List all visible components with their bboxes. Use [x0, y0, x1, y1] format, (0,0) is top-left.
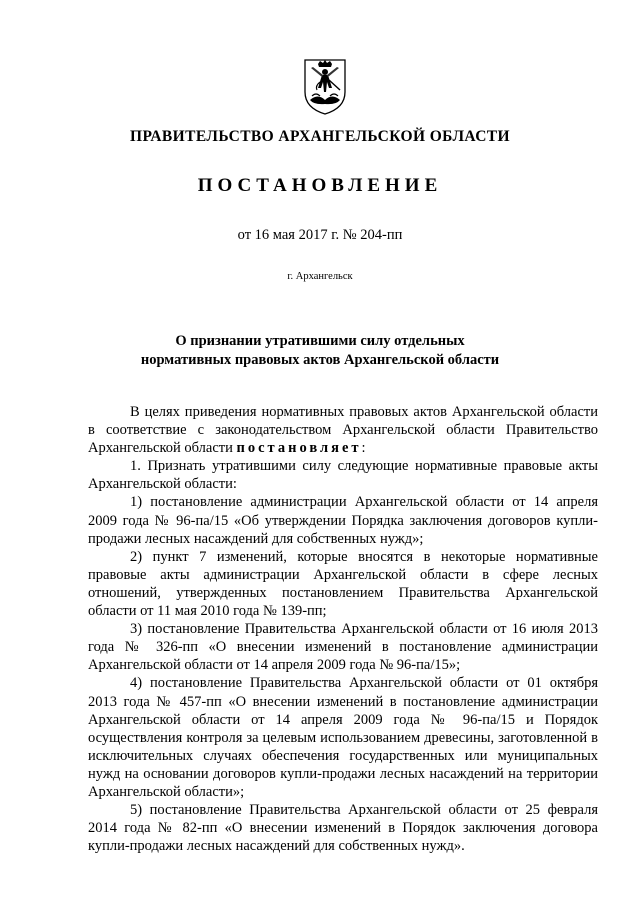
intro-text: В целях приведения нормативных правовых актов Архангельской области в соответствие с законодательством Архангельской области Правительство Архангельской области	[88, 404, 598, 457]
intro-paragraph	[88, 403, 598, 457]
intro-end: :	[361, 440, 366, 457]
organization-name: ПРАВИТЕЛЬСТВО АРХАНГЕЛЬСКОЙ ОБЛАСТИ	[129, 128, 510, 145]
paragraph-1: 1. Признать утратившими силу следующие нормативные правовые акты Архангельской области:	[88, 458, 598, 493]
document-body	[88, 403, 598, 855]
list-item: 3) постановление Правительства Архангельской области от 16 июля 2013 года № 326-пп «О внесении изменений в постановление администрации Архангельской области от 14 апреля 2009 года № 96-па/15»;	[88, 621, 598, 674]
list-item: 5) постановление Правительства Архангельской области от 25 февраля 2014 года № 82-пп «О внесении изменений в Порядок заключения договора купли-продажи лесных насаждений для собственных нужд».	[88, 802, 598, 855]
list-item: 4) постановление Правительства Архангельской области от 01 октября 2013 года № 457-пп «О внесении изменений в постановление администрации Архангельской области от 14 апреля 2009 года № 96-па/15 и Порядок осуществления контроля за целевым использованием древесины, заготовленной в исключительных случаях обеспечения государственных или муниципальных нужд на основании договоров купли-продажи лесных насаждений на территории Архангельской области»;	[88, 675, 598, 800]
document-city: г. Архангельск	[287, 271, 353, 282]
title-line-1: О признании утратившими силу отдельных	[175, 333, 465, 349]
list-item: 2) пункт 7 изменений, которые вносятся в некоторые нормативные правовые акты администрации Архангельской области в сфере лесных отношений, утвержденных постановлением Правительства Архангельской области от 11 мая 2010 года № 139-пп;	[88, 548, 598, 620]
document-type: ПОСТАНОВЛЕНИЕ	[197, 175, 443, 196]
title-line-2: нормативных правовых актов Архангельской области	[140, 352, 500, 368]
document-title	[0, 332, 640, 370]
list-item: 1) постановление администрации Архангельской области от 14 апреля 2009 года № 96-па/15 «Об утверждении Порядка заключения договоров купли-продажи лесных насаждений для собственных нужд»;	[88, 494, 598, 547]
decree-word: постановляет	[236, 440, 362, 457]
coat-of-arms-emblem	[302, 58, 348, 116]
document-date-number: от 16 мая 2017 г. № 204-пп	[237, 227, 403, 243]
